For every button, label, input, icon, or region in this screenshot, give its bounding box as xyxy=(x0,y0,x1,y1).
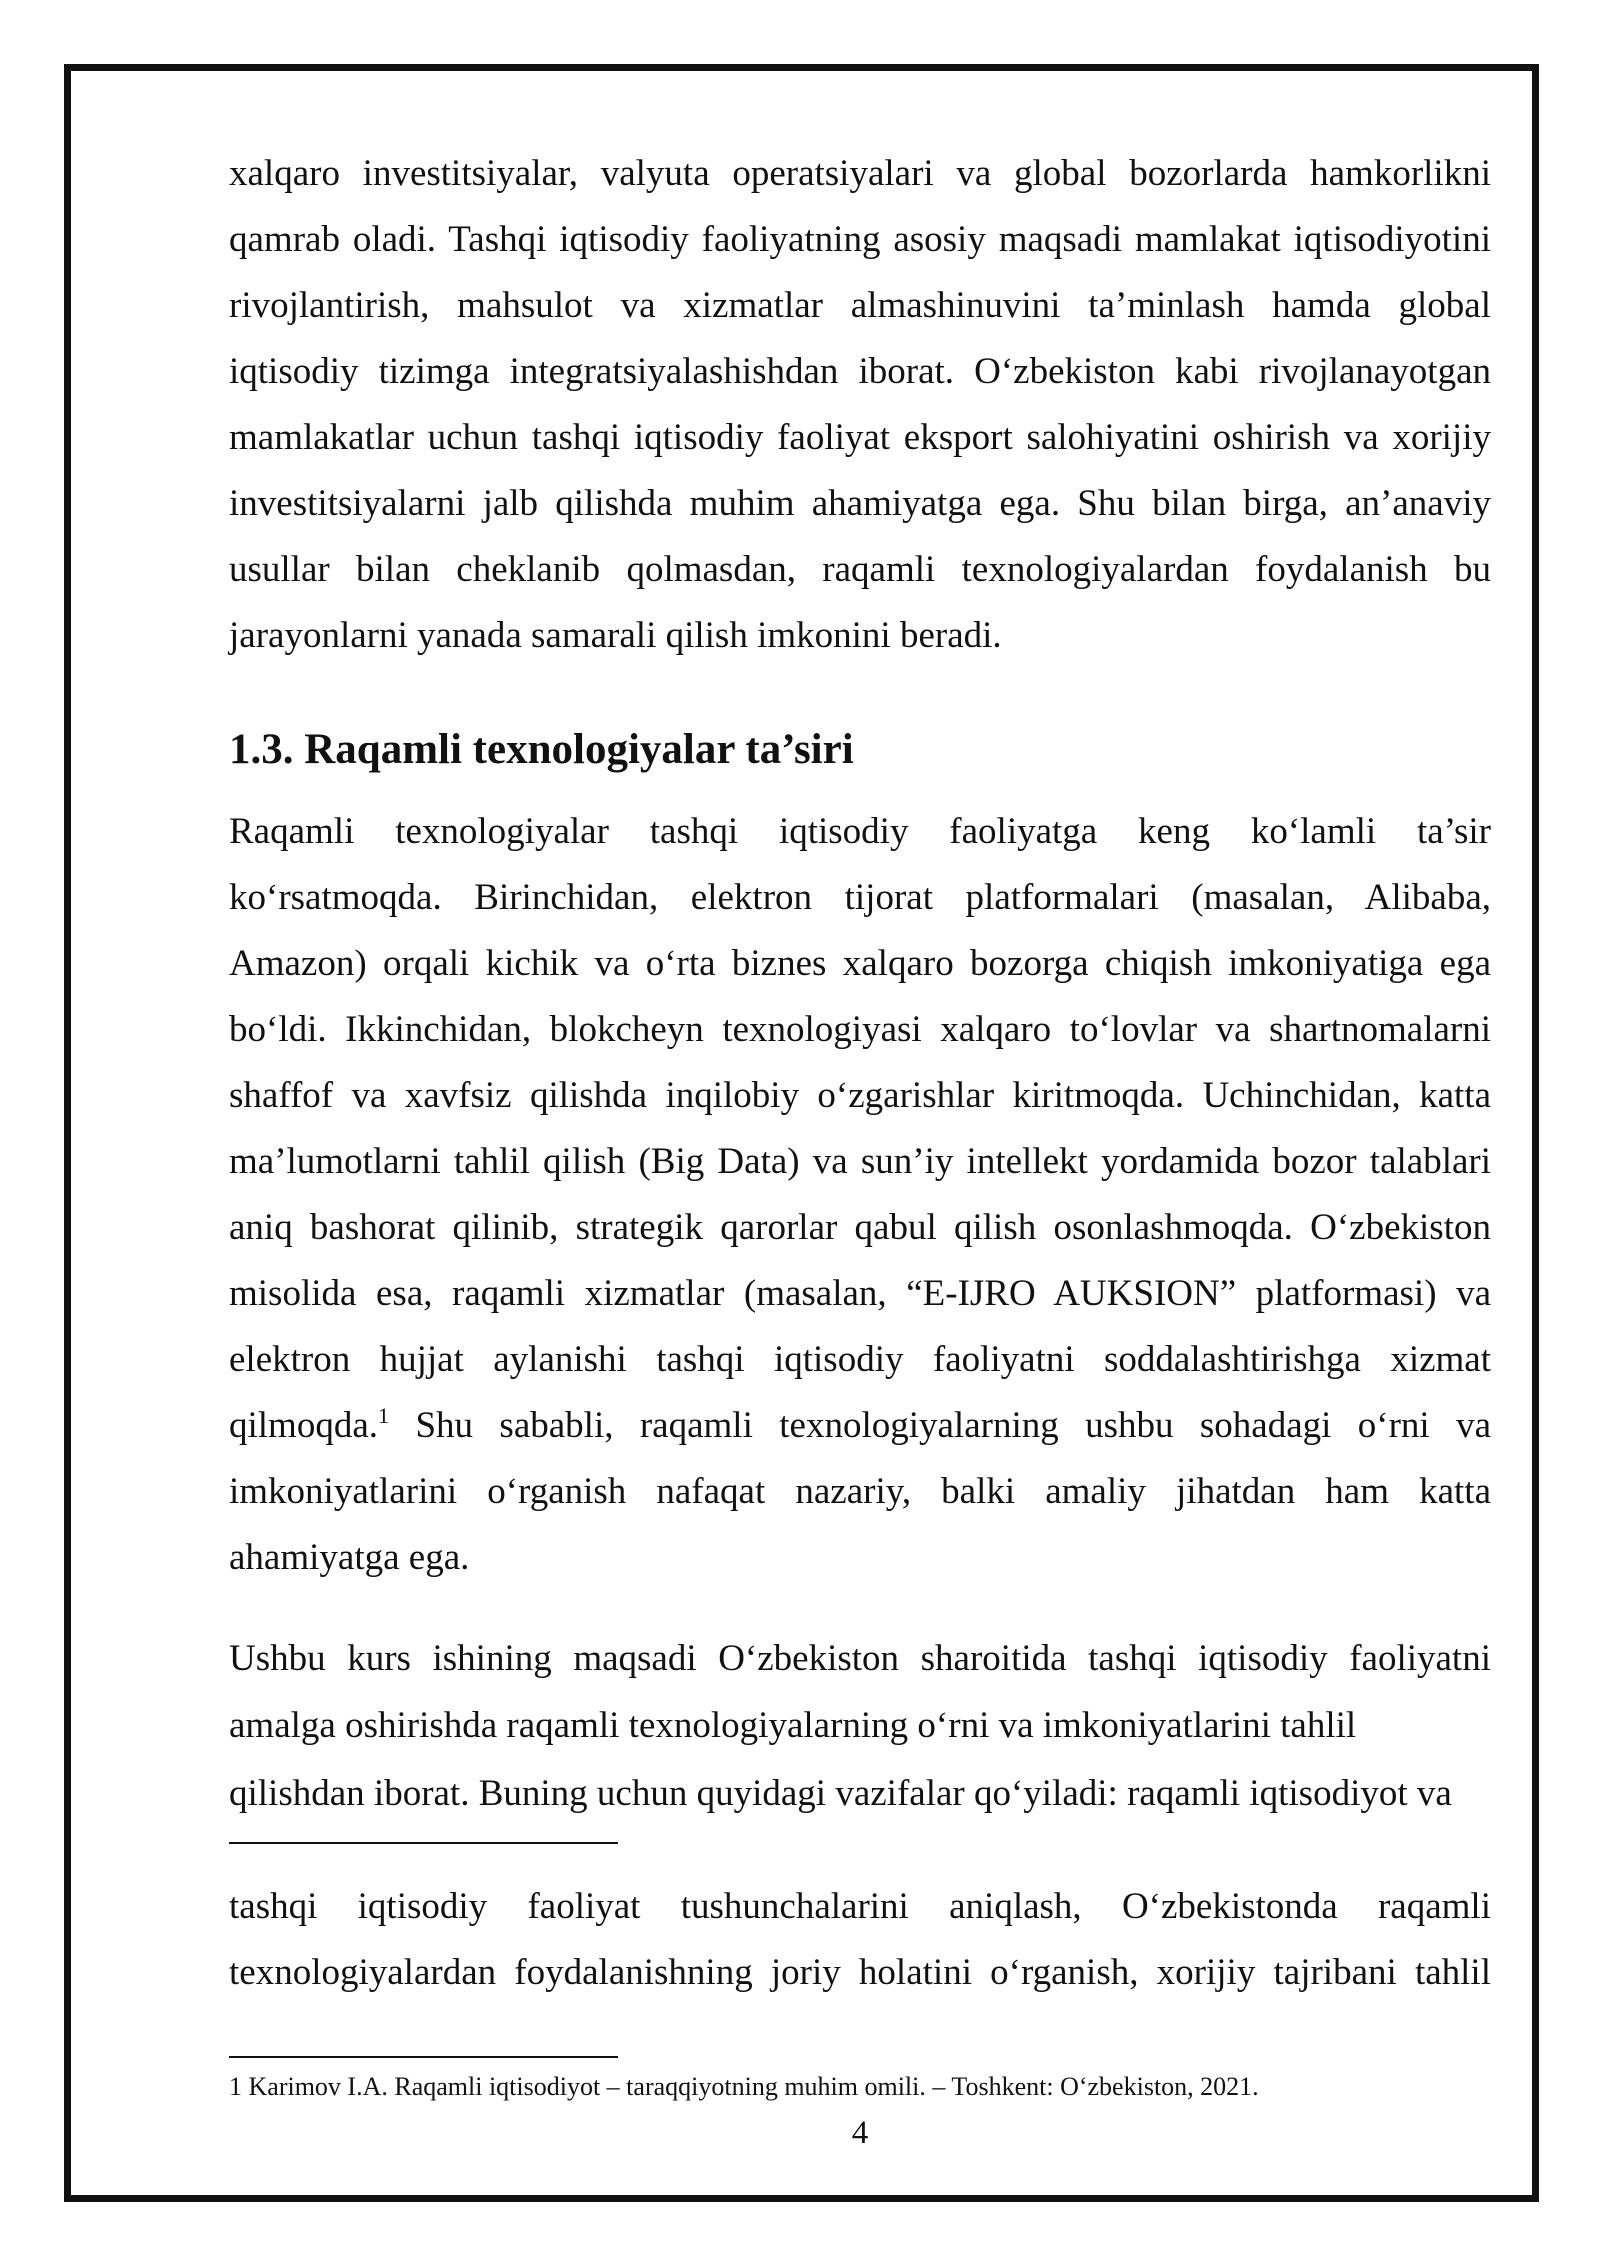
footnote-separator xyxy=(229,2056,618,2058)
paragraph-line: aniq bashorat qilinib, strategik qarorlar qabul qilish osonlashmoqda. O‘zbekiston xyxy=(229,1207,1491,1248)
paragraph-line: tashqi iqtisodiy faoliyat tushunchalarini aniqlash, O‘zbekistonda raqamli xyxy=(229,1886,1491,1927)
paragraph-line: jarayonlarni yanada samarali qilish imkonini beradi. xyxy=(229,615,1002,656)
paragraph-line: qamrab oladi. Tashqi iqtisodiy faoliyatning asosiy maqsadi mamlakat iqtisodiyotini xyxy=(229,219,1491,260)
paragraph-line: amalga oshirishda raqamli texnologiyalarning o‘rni va imkoniyatlarini tahlil xyxy=(229,1705,1357,1746)
paragraph-line: Raqamli texnologiyalar tashqi iqtisodiy faoliyatga keng ko‘lamli ta’sir xyxy=(229,811,1491,852)
paragraph-line: imkoniyatlarini o‘rganish nafaqat nazariy, balki amaliy jihatdan ham katta xyxy=(229,1471,1491,1512)
paragraph-line xyxy=(229,1401,1491,1451)
paragraph-line: mamlakatlar uchun tashqi iqtisodiy faoliyat eksport salohiyatini oshirish va xorijiy xyxy=(229,417,1491,458)
footnote-separator xyxy=(229,1842,618,1844)
paragraph-line: elektron hujjat aylanishi tashqi iqtisodiy faoliyatni soddalashtirishga xizmat xyxy=(229,1339,1491,1380)
paragraph-line: ahamiyatga ega. xyxy=(229,1537,470,1578)
paragraph-line: Amazon) orqali kichik va o‘rta biznes xalqaro bozorga chiqish imkoniyatiga ega xyxy=(229,943,1491,984)
section-heading: 1.3. Raqamli texnologiyalar ta’siri xyxy=(229,726,854,773)
paragraph-line: ko‘rsatmoqda. Birinchidan, elektron tijorat platformalari (masalan, Alibaba, xyxy=(229,877,1491,918)
paragraph-line: misolida esa, raqamli xizmatlar (masalan, “E-IJRO AUKSION” platformasi) va xyxy=(229,1273,1491,1314)
footnote-reference: 1 xyxy=(378,1403,390,1429)
page-number: 4 xyxy=(851,2115,869,2151)
paragraph-line: Ushbu kurs ishining maqsadi O‘zbekiston sharoitida tashqi iqtisodiy faoliyatni xyxy=(229,1638,1491,1679)
footnote-text: 1 Karimov I.A. Raqamli iqtisodiyot – taraqqiyotning muhim omili. – Toshkent: O‘zbekiston, 2021. xyxy=(229,2072,1259,2101)
paragraph-line: shaffof va xavfsiz qilishda inqilobiy o‘zgarishlar kiritmoqda. Uchinchidan, katta xyxy=(229,1075,1491,1116)
paragraph-line: rivojlantirish, mahsulot va xizmatlar almashinuvini ta’minlash hamda global xyxy=(229,285,1491,326)
paragraph-line: bo‘ldi. Ikkinchidan, blokcheyn texnologiyasi xalqaro to‘lovlar va shartnomalarni xyxy=(229,1009,1491,1050)
paragraph-line: texnologiyalardan foydalanishning joriy holatini o‘rganish, xorijiy tajribani tahlil xyxy=(229,1952,1491,1993)
line-text: qilmoqda. xyxy=(229,1405,379,1446)
paragraph-line: xalqaro investitsiyalar, valyuta operatsiyalari va global bozorlarda hamkorlikni xyxy=(229,153,1491,194)
paragraph-line: ma’lumotlarni tahlil qilish (Big Data) va sun’iy intellekt yordamida bozor talablari xyxy=(229,1141,1491,1182)
paragraph-line: usullar bilan cheklanib qolmasdan, raqamli texnologiyalardan foydalanish bu xyxy=(229,549,1491,590)
paragraph-line: iqtisodiy tizimga integratsiyalashishdan iborat. O‘zbekiston kabi rivojlanayotgan xyxy=(229,351,1491,392)
line-text: Shu sababli, raqamli texnologiyalarning ushbu sohadagi o‘rni va xyxy=(389,1405,1491,1446)
paragraph-line: investitsiyalarni jalb qilishda muhim ahamiyatga ega. Shu bilan birga, an’anaviy xyxy=(229,483,1491,524)
paragraph-line: qilishdan iborat. Buning uchun quyidagi vazifalar qo‘yiladi: raqamli iqtisodiyot va xyxy=(229,1773,1452,1814)
